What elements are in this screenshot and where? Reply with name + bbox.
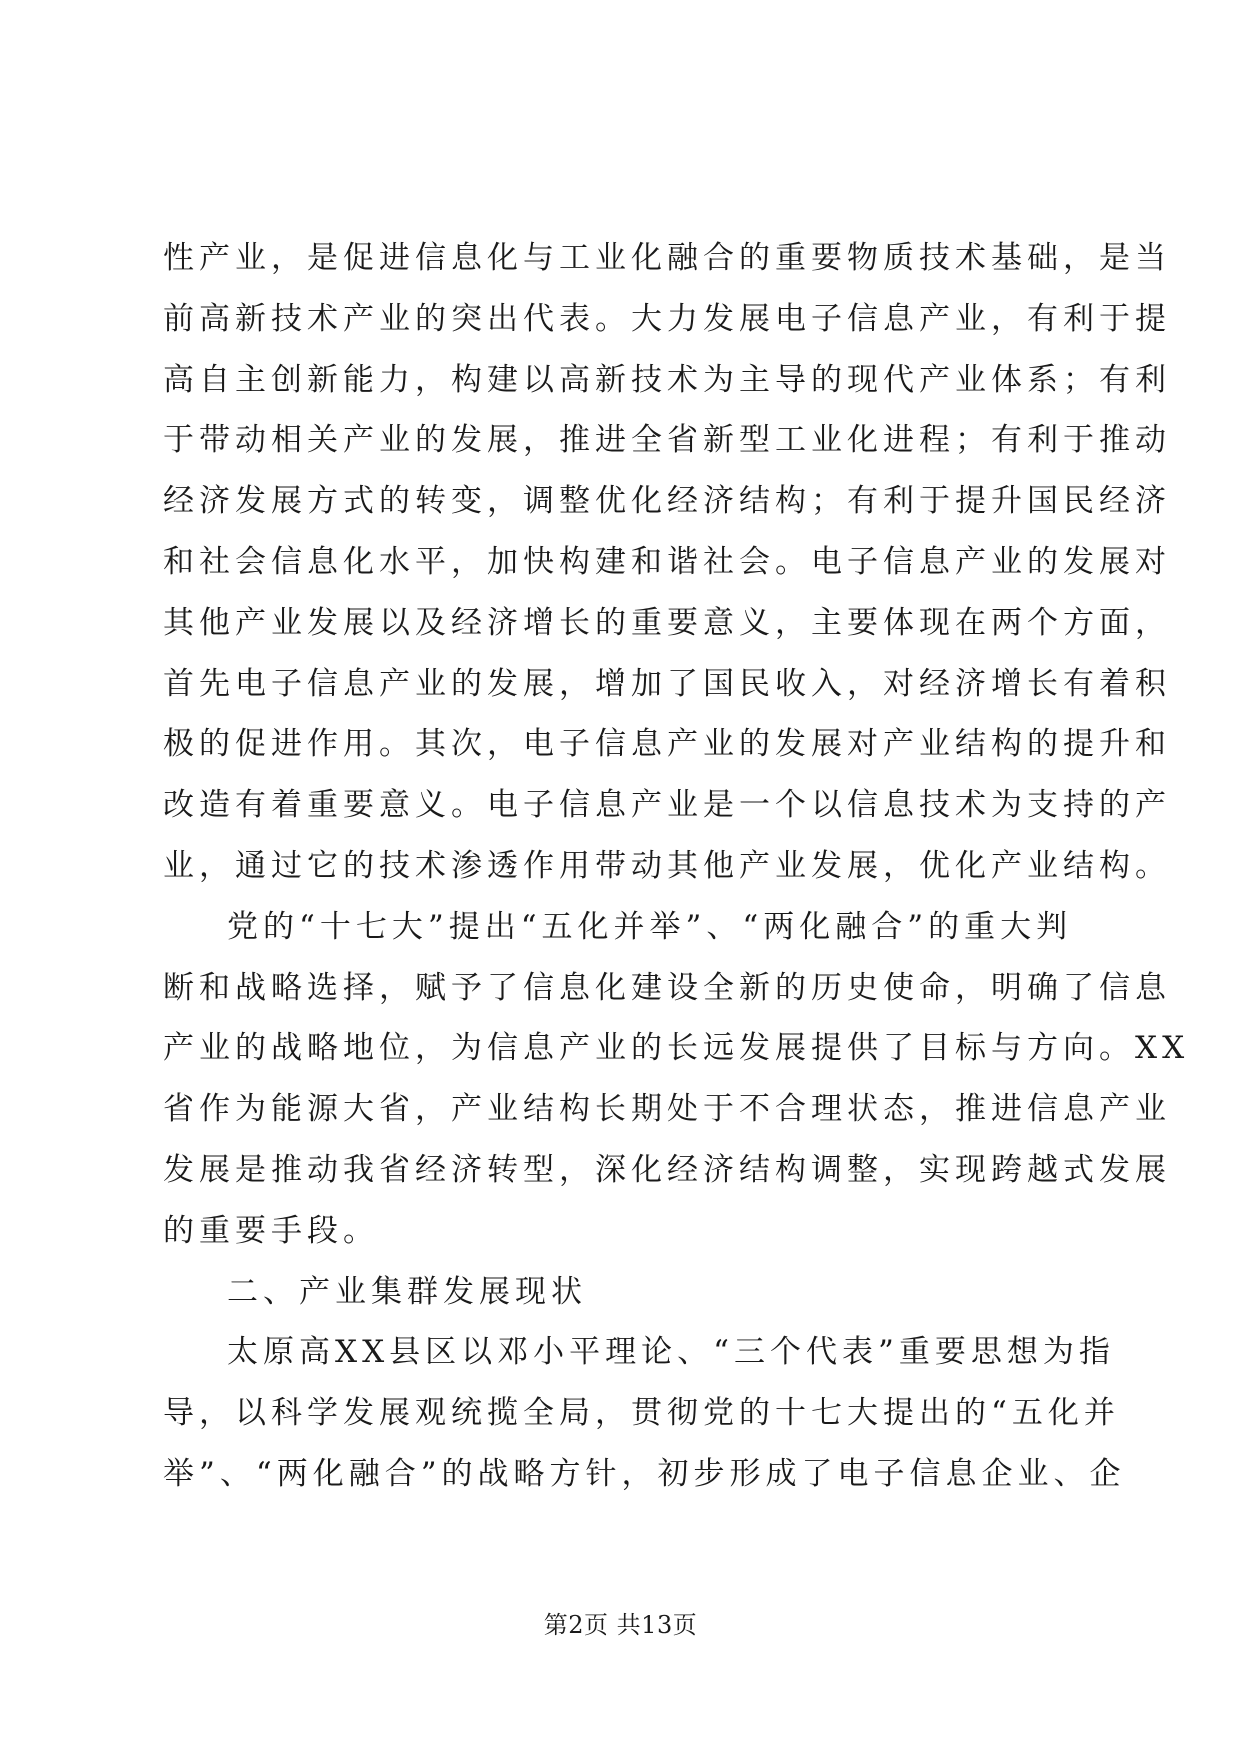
body-line: 首先电子信息产业的发展，增加了国民收入，对经济增长有着积 xyxy=(163,665,1171,702)
body-line: 导，以科学发展观统揽全局，贯彻党的十七大提出的“五化并 xyxy=(163,1395,1120,1432)
body-line: 发展是推动我省经济转型，深化经济结构调整，实现跨越式发展 xyxy=(163,1151,1171,1188)
body-line: 和社会信息化水平，加快构建和谐社会。电子信息产业的发展对 xyxy=(163,543,1171,580)
paragraph-first-line: 党的“十七大”提出“五化并举”、“两化融合”的重大判 xyxy=(227,908,1073,945)
body-line: 其他产业发展以及经济增长的重要意义，主要体现在两个方面， xyxy=(163,604,1171,641)
body-line: 于带动相关产业的发展，推进全省新型工业化进程；有利于推动 xyxy=(163,422,1171,459)
body-line: 举”、“两化融合”的战略方针，初步形成了电子信息企业、企 xyxy=(163,1455,1126,1492)
body-line: 产业的战略地位，为信息产业的长远发展提供了目标与方向。XX xyxy=(163,1030,1190,1067)
body-line: 改造有着重要意义。电子信息产业是一个以信息技术为支持的产 xyxy=(163,787,1171,824)
body-line: 前高新技术产业的突出代表。大力发展电子信息产业，有利于提 xyxy=(163,300,1171,337)
body-line: 性产业，是促进信息化与工业化融合的重要物质技术基础，是当 xyxy=(163,240,1171,276)
paragraph-first-line: 太原高XX县区以邓小平理论、“三个代表”重要思想为指 xyxy=(227,1334,1115,1371)
body-line: 的重要手段。 xyxy=(163,1212,379,1249)
body-line: 业，通过它的技术渗透作用带动其他产业发展，优化产业结构。 xyxy=(163,847,1171,884)
page-number-footer: 第2页 共13页 xyxy=(543,1611,698,1639)
body-line: 省作为能源大省，产业结构长期处于不合理状态，推进信息产业 xyxy=(163,1091,1171,1128)
body-line: 高自主创新能力，构建以高新技术为主导的现代产业体系；有利 xyxy=(163,361,1171,398)
body-line: 极的促进作用。其次，电子信息产业的发展对产业结构的提升和 xyxy=(163,726,1171,763)
document-body xyxy=(163,228,1190,1505)
body-line: 断和战略选择，赋予了信息化建设全新的历史使命，明确了信息 xyxy=(163,969,1171,1006)
section-heading: 二、产业集群发展现状 xyxy=(227,1273,587,1310)
body-line: 经济发展方式的转变，调整优化经济结构；有利于提升国民经济 xyxy=(163,483,1171,520)
